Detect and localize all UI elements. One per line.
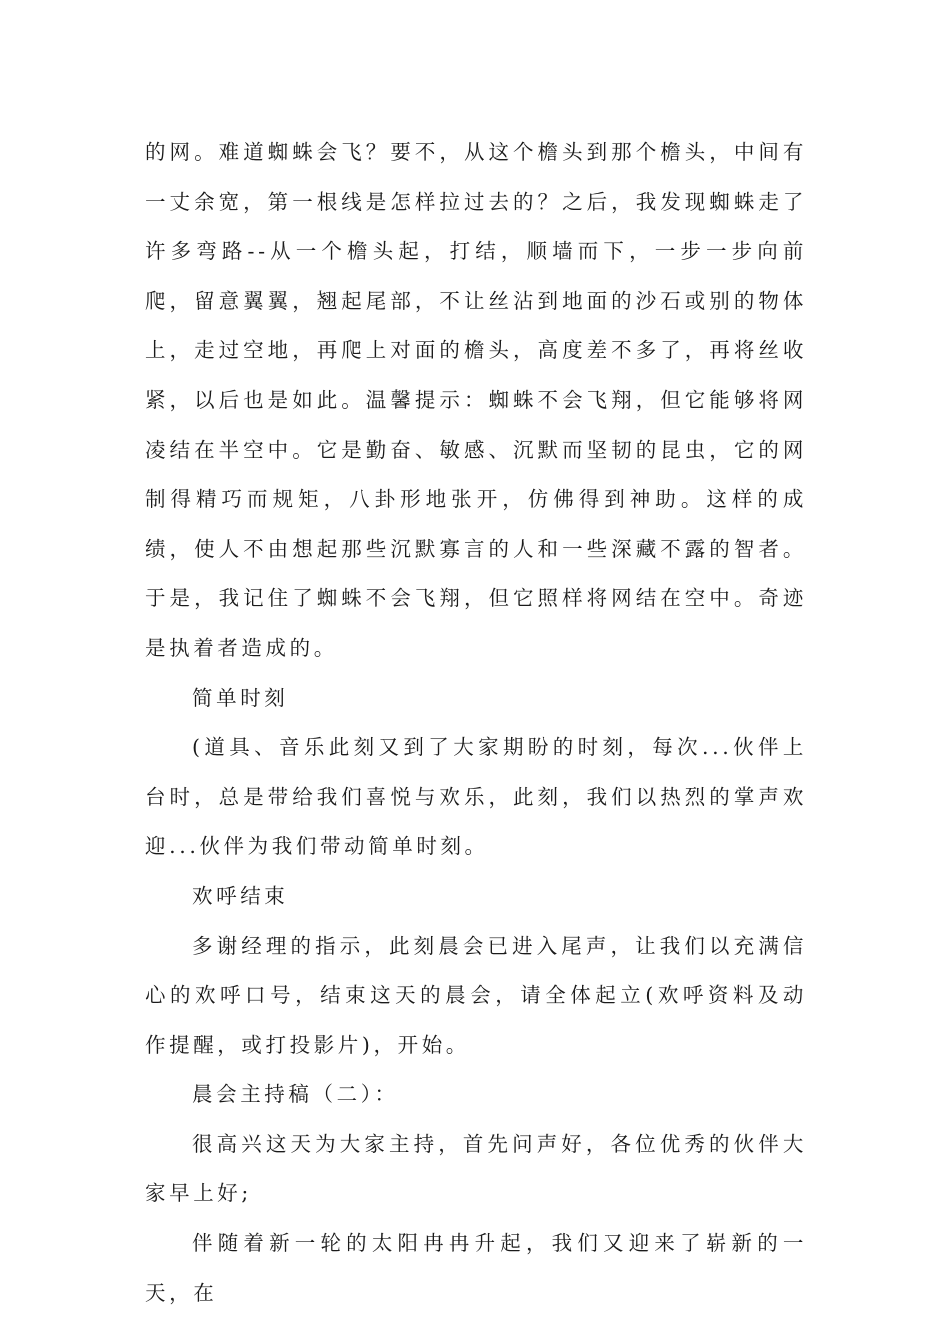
document-body (145, 128, 807, 1318)
paragraph-spider-story: 的网。难道蜘蛛会飞？要不，从这个檐头到那个檐头，中间有一丈余宽，第一根线是怎样拉过去的？之后，我发现蜘蛛走了许多弯路--从一个檐头起，打结，顺墙而下，一步一步向前爬，留意翼翼，翘起尾部，不让丝沾到地面的沙石或别的物体上，走过空地，再爬上对面的檐头，高度差不多了，再将丝收紧，以后也是如此。温馨提示：蜘蛛不会飞翔，但它能够将网凌结在半空中。它是勤奋、敏感、沉默而坚韧的昆虫，它的网制得精巧而规矩，八卦形地张开，仿佛得到神助。这样的成绩，使人不由想起那些沉默寡言的人和一些深藏不露的智者。于是，我记住了蜘蛛不会飞翔，但它照样将网结在空中。奇迹是执着者造成的。 (145, 140, 807, 660)
heading-cheer-end: 欢呼结束 (192, 883, 289, 908)
heading-script-two: 晨会主持稿（二）： (192, 1082, 399, 1107)
paragraph-greeting: 很高兴这天为大家主持，首先问声好，各位优秀的伙伴大家早上好; (145, 1131, 807, 1206)
paragraph-new-day: 伴随着新一轮的太阳冉冉升起，我们又迎来了崭新的一天，在 (145, 1231, 807, 1305)
heading-simple-moment: 简单时刻 (192, 685, 289, 710)
paragraph-cheer-end: 多谢经理的指示，此刻晨会已进入尾声，让我们以充满信心的欢呼口号，结束这天的晨会，请全体起立(欢呼资料及动作提醒，或打投影片)，开始。 (145, 933, 807, 1057)
paragraph-simple-moment: (道具、音乐此刻又到了大家期盼的时刻，每次...伙伴上台时，总是带给我们喜悦与欢乐，此刻，我们以热烈的掌声欢迎...伙伴为我们带动简单时刻。 (145, 735, 807, 859)
